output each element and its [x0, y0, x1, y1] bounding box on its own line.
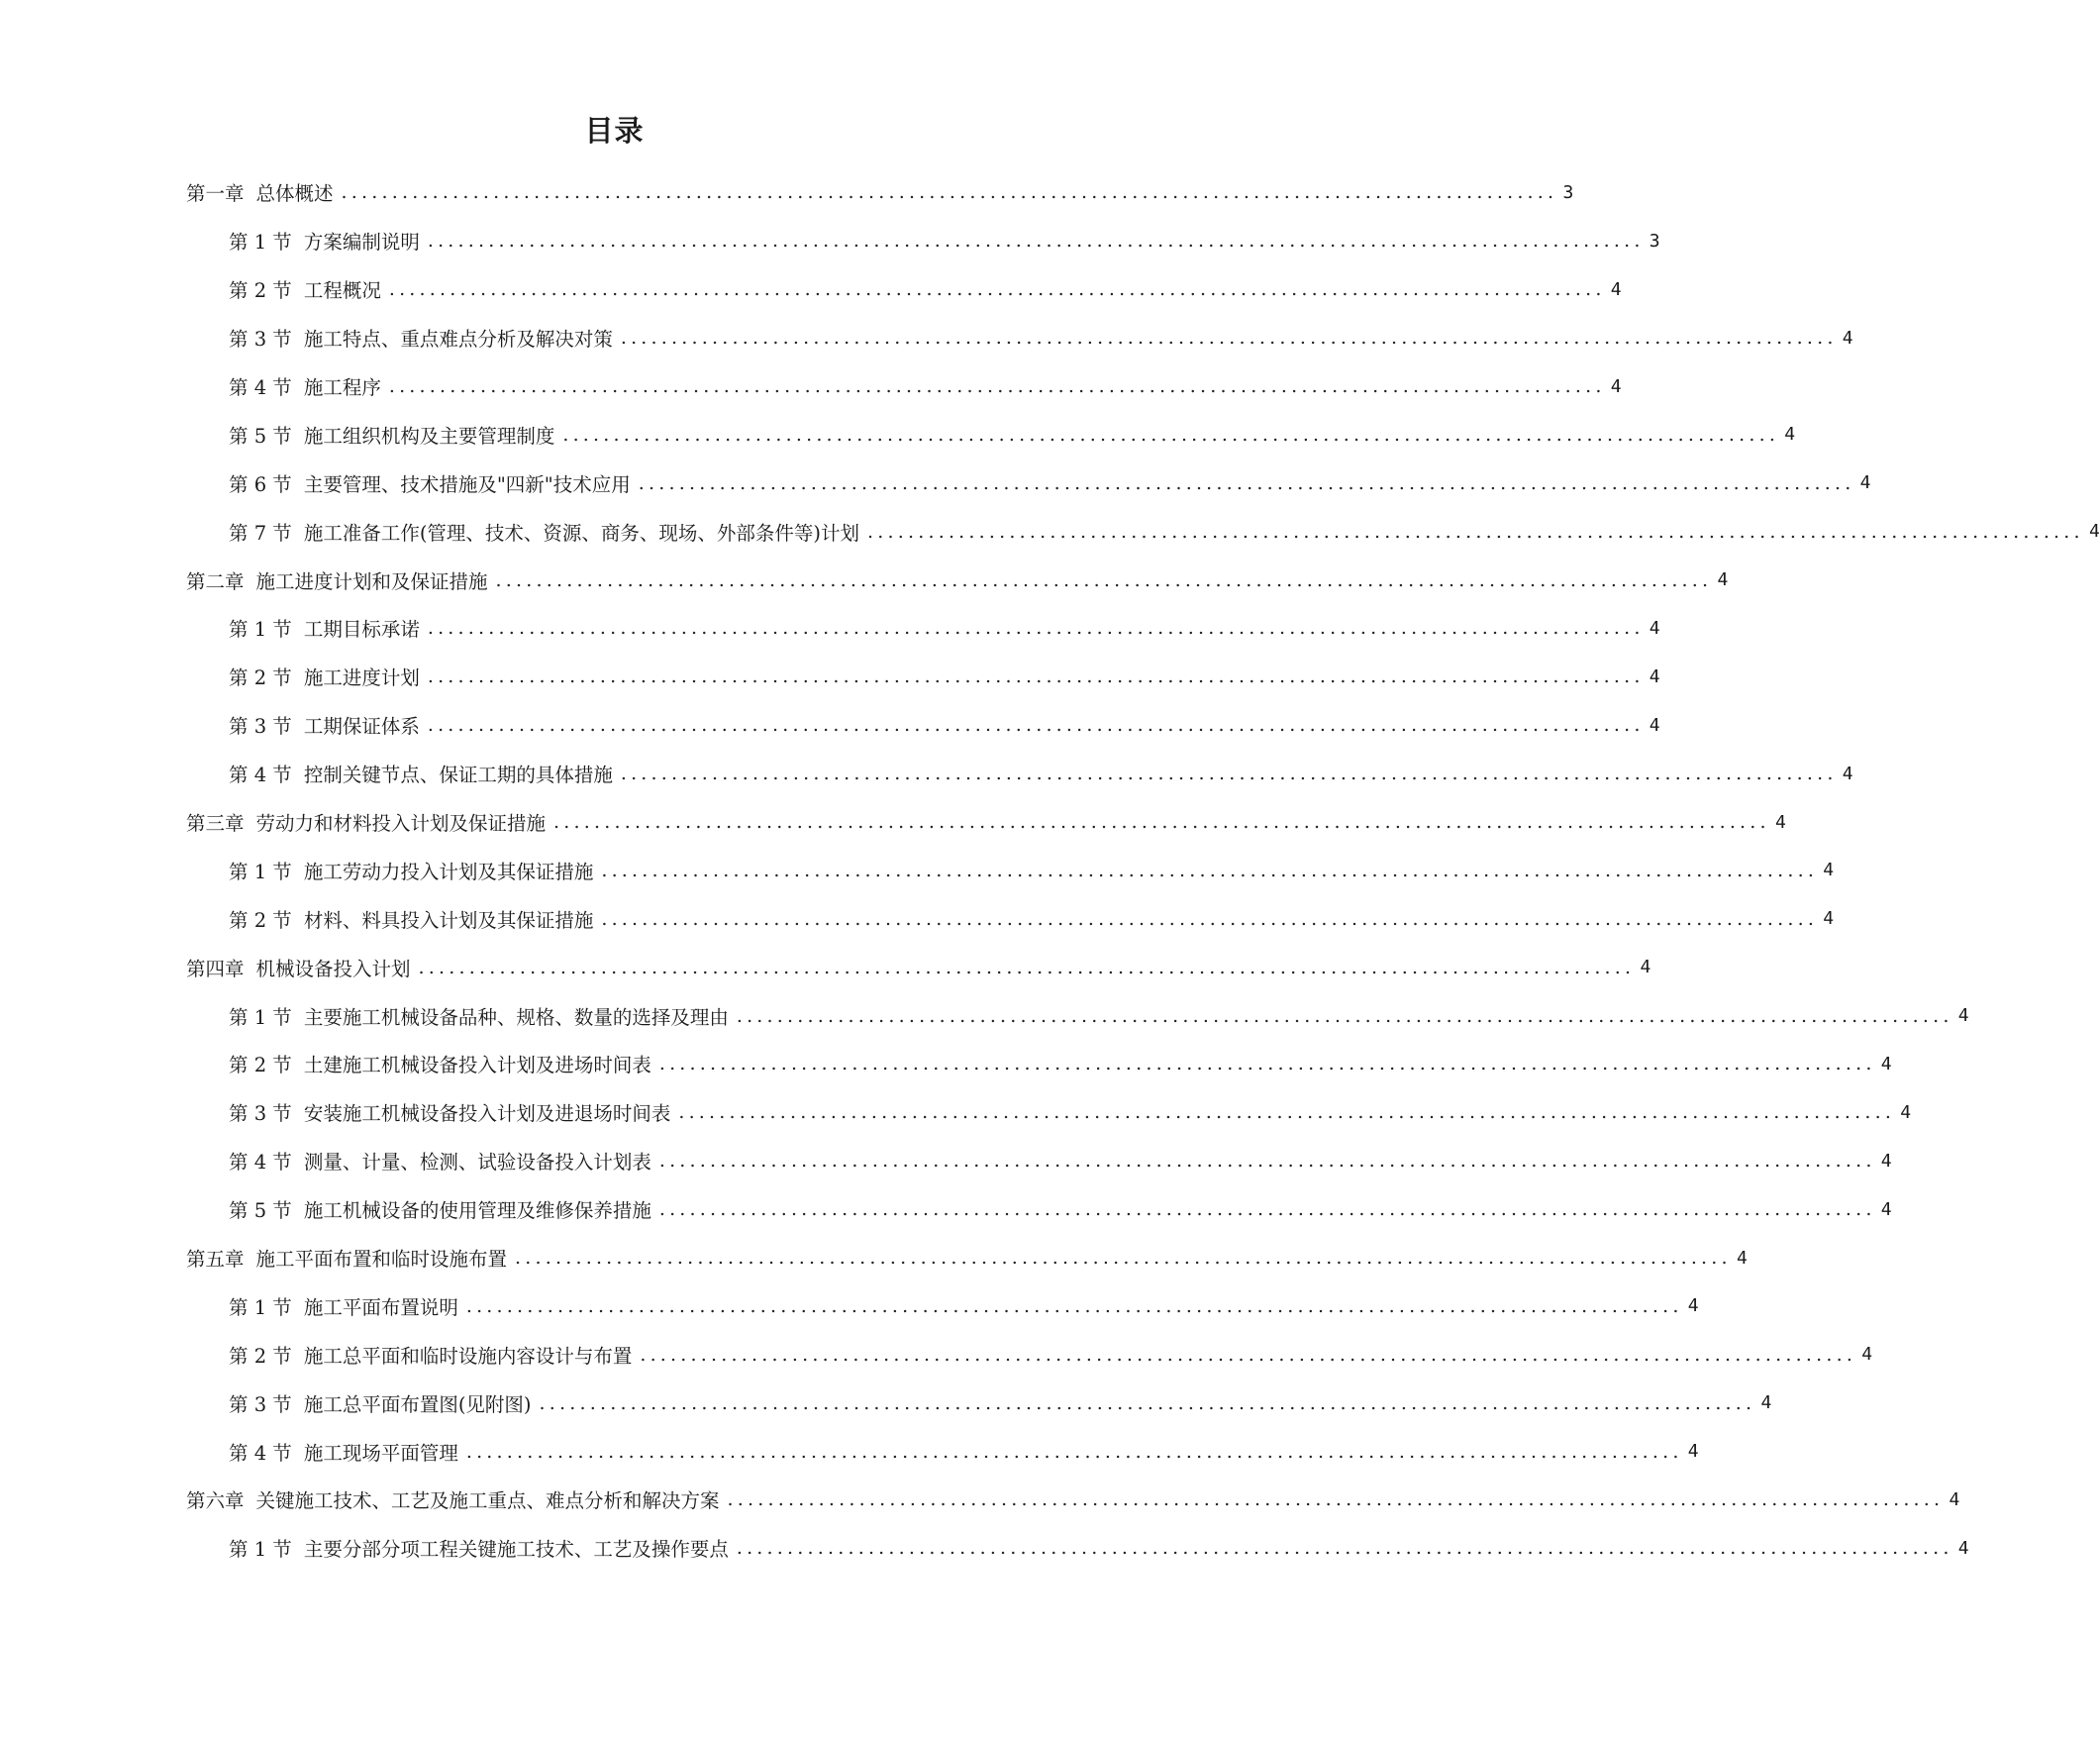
- section-number: 第 4 节: [229, 376, 292, 399]
- toc-entry-heading: [186, 178, 342, 206]
- entry-title: 施工平面布置说明: [303, 1295, 458, 1319]
- chapter-number: 第六章: [186, 1489, 245, 1513]
- section-number: 第 2 节: [229, 1054, 292, 1077]
- dot-leader: ........................................................................................................................: [427, 665, 1645, 688]
- page-number: 4: [1717, 569, 1729, 591]
- toc-chapter-entry[interactable]: [186, 168, 1574, 217]
- entry-title: 施工平面布置和临时设施布置: [255, 1248, 508, 1272]
- toc-section-entry[interactable]: [186, 410, 1796, 459]
- section-number: 第 4 节: [229, 1441, 292, 1465]
- dot-leader: ........................................................................................................................: [658, 1198, 1876, 1221]
- entry-title: 主要施工机械设备品种、规格、数量的选择及理由: [303, 1005, 729, 1029]
- entry-title: 工期目标承诺: [303, 618, 420, 642]
- section-number: 第 3 节: [229, 715, 292, 739]
- toc-entry-heading: [229, 1438, 466, 1466]
- toc-entry-heading: [229, 324, 621, 352]
- toc-section-entry[interactable]: [186, 1524, 1969, 1573]
- entry-title: 施工总平面和临时设施内容设计与布置: [303, 1344, 633, 1368]
- section-number: 第 1 节: [229, 1295, 292, 1319]
- toc-section-entry[interactable]: [186, 701, 1660, 750]
- table-of-contents: [186, 168, 2100, 1573]
- page-number: 4: [1823, 908, 1835, 930]
- dot-leader: ........................................................................................................................: [736, 1537, 1953, 1560]
- section-number: 第 2 节: [229, 279, 292, 303]
- dot-leader: ........................................................................................................................: [427, 230, 1645, 253]
- page-number: 4: [1736, 1247, 1748, 1269]
- dot-leader: ........................................................................................................................: [427, 617, 1645, 640]
- toc-chapter-entry[interactable]: [186, 1234, 1748, 1282]
- entry-title: 施工总平面布置图(见附图): [303, 1392, 532, 1416]
- dot-leader: ........................................................................................................................: [388, 278, 1606, 301]
- toc-entry-heading: [229, 469, 639, 497]
- dot-leader: ........................................................................................................................: [620, 327, 1838, 350]
- toc-section-entry[interactable]: [186, 217, 1660, 265]
- toc-entry-heading: [229, 518, 867, 546]
- toc-section-entry[interactable]: [186, 604, 1660, 653]
- page-number: 4: [1957, 1537, 1969, 1559]
- toc-section-entry[interactable]: [186, 362, 1622, 411]
- page-number: 4: [1640, 957, 1651, 978]
- toc-section-entry[interactable]: [186, 846, 1835, 894]
- dot-leader: ........................................................................................................................: [418, 956, 1636, 978]
- toc-chapter-entry[interactable]: [186, 798, 1786, 847]
- toc-section-entry[interactable]: [186, 265, 1622, 314]
- toc-entry-heading: [229, 711, 428, 739]
- entry-title: 控制关键节点、保证工期的具体措施: [303, 764, 613, 787]
- page-number: 4: [1842, 763, 1853, 784]
- dot-leader: ........................................................................................................................: [658, 1150, 1876, 1173]
- entry-title: 工程概况: [303, 279, 381, 303]
- toc-entry-heading: [229, 614, 428, 642]
- page-number: 4: [1949, 1488, 1960, 1510]
- toc-section-entry[interactable]: [186, 1330, 1873, 1379]
- entry-title: 施工组织机构及主要管理制度: [303, 424, 555, 448]
- section-number: 第 5 节: [229, 424, 292, 448]
- chapter-number: 第二章: [186, 569, 245, 593]
- section-number: 第 4 节: [229, 1151, 292, 1175]
- page-number: 4: [1859, 472, 1871, 494]
- entry-title: 关键施工技术、工艺及施工重点、难点分析和解决方案: [255, 1489, 720, 1513]
- entry-title: 总体概述: [255, 182, 334, 206]
- toc-entry-heading: [229, 663, 428, 690]
- entry-title: 施工程序: [303, 376, 381, 399]
- toc-entry-heading: [229, 1389, 540, 1417]
- page-number: 4: [1687, 1295, 1699, 1317]
- page-number: 4: [1880, 1053, 1892, 1074]
- section-number: 第 1 节: [229, 231, 292, 255]
- toc-entry-heading: [229, 421, 562, 449]
- page-number: 4: [2088, 521, 2100, 543]
- page-number: 4: [1649, 714, 1660, 736]
- toc-entry-heading: [229, 275, 389, 303]
- toc-entry-heading: [229, 1147, 659, 1175]
- section-number: 第 4 节: [229, 764, 292, 787]
- page-number: 4: [1774, 811, 1786, 833]
- toc-entry-heading: [186, 1485, 728, 1513]
- section-number: 第 7 节: [229, 521, 292, 545]
- page-number: 4: [1900, 1101, 1912, 1123]
- toc-section-entry[interactable]: [186, 750, 1853, 798]
- toc-entry-heading: [229, 1002, 737, 1030]
- chapter-number: 第三章: [186, 812, 245, 836]
- entry-title: 方案编制说明: [303, 231, 420, 255]
- toc-entry-heading: [229, 1534, 737, 1562]
- dot-leader: ........................................................................................................................: [867, 520, 2084, 543]
- chapter-number: 第五章: [186, 1248, 245, 1272]
- page-number: 4: [1842, 327, 1853, 349]
- section-number: 第 1 节: [229, 1005, 292, 1029]
- toc-entry-heading: [229, 905, 601, 933]
- dot-leader: ........................................................................................................................: [388, 375, 1606, 397]
- toc-entry-heading: [229, 857, 601, 884]
- dot-leader: ........................................................................................................................: [553, 811, 1770, 834]
- page-number: 4: [1649, 617, 1660, 639]
- toc-chapter-entry[interactable]: [186, 556, 1729, 604]
- toc-section-entry[interactable]: [186, 653, 1660, 701]
- toc-entry-heading: [229, 760, 621, 787]
- toc-section-entry[interactable]: [186, 1185, 1892, 1234]
- dot-leader: ........................................................................................................................: [727, 1488, 1945, 1511]
- page-number: 4: [1760, 1392, 1772, 1414]
- toc-entry-heading: [229, 1195, 659, 1223]
- toc-section-entry[interactable]: [186, 1088, 1912, 1137]
- page-number: 4: [1649, 665, 1660, 687]
- entry-title: 安装施工机械设备投入计划及进退场时间表: [303, 1102, 671, 1126]
- section-number: 第 6 节: [229, 472, 292, 496]
- page-number: 4: [1610, 375, 1622, 397]
- toc-section-entry[interactable]: [186, 314, 1853, 362]
- toc-entry-heading: [186, 808, 553, 836]
- toc-entry-heading: [186, 566, 496, 594]
- entry-title: 测量、计量、检测、试验设备投入计划表: [303, 1151, 651, 1175]
- toc-entry-heading: [229, 1050, 659, 1077]
- section-number: 第 3 节: [229, 1102, 292, 1126]
- page-number: 4: [1687, 1441, 1699, 1463]
- dot-leader: ........................................................................................................................: [427, 714, 1645, 737]
- toc-entry-heading: [229, 1292, 466, 1320]
- entry-title: 施工现场平面管理: [303, 1441, 458, 1465]
- entry-title: 施工进度计划: [303, 666, 420, 690]
- toc-entry-heading: [229, 1098, 678, 1126]
- toc-section-entry[interactable]: [186, 991, 1969, 1040]
- toc-title: 目录: [584, 114, 645, 148]
- dot-leader: ........................................................................................................................: [562, 423, 1780, 446]
- section-number: 第 2 节: [229, 1344, 292, 1368]
- entry-title: 施工劳动力投入计划及其保证措施: [303, 860, 594, 883]
- page-number: 4: [1957, 1005, 1969, 1027]
- toc-section-entry[interactable]: [186, 507, 2100, 556]
- chapter-number: 第一章: [186, 182, 245, 206]
- entry-title: 土建施工机械设备投入计划及进场时间表: [303, 1054, 651, 1077]
- toc-section-entry[interactable]: [186, 894, 1835, 943]
- entry-title: 施工特点、重点难点分析及解决对策: [303, 328, 613, 352]
- dot-leader: ........................................................................................................................: [601, 859, 1819, 881]
- dot-leader: ........................................................................................................................: [640, 1343, 1857, 1366]
- section-number: 第 2 节: [229, 908, 292, 932]
- entry-title: 施工进度计划和及保证措施: [255, 569, 488, 593]
- page-number: 4: [1784, 424, 1796, 446]
- dot-leader: ........................................................................................................................: [465, 1440, 1683, 1463]
- page-number: 3: [1562, 181, 1574, 203]
- section-number: 第 1 节: [229, 618, 292, 642]
- entry-title: 施工准备工作(管理、技术、资源、商务、现场、外部条件等)计划: [303, 521, 860, 545]
- toc-section-entry[interactable]: [186, 1281, 1699, 1330]
- page-number: 3: [1649, 230, 1660, 252]
- toc-section-entry[interactable]: [186, 1379, 1772, 1427]
- entry-title: 劳动力和材料投入计划及保证措施: [255, 812, 547, 836]
- toc-entry-heading: [229, 1341, 640, 1369]
- page-number: 4: [1610, 278, 1622, 300]
- entry-title: 机械设备投入计划: [255, 957, 411, 980]
- entry-title: 工期保证体系: [303, 715, 420, 739]
- dot-leader: ........................................................................................................................: [638, 471, 1855, 494]
- toc-section-entry[interactable]: [186, 1427, 1699, 1476]
- toc-section-entry[interactable]: [186, 1040, 1892, 1088]
- section-number: 第 1 节: [229, 1538, 292, 1562]
- dot-leader: ........................................................................................................................: [465, 1294, 1683, 1317]
- page-number: 4: [1823, 860, 1835, 881]
- toc-section-entry[interactable]: [186, 459, 1871, 507]
- page-number: 4: [1861, 1344, 1873, 1366]
- entry-title: 主要管理、技术措施及"四新"技术应用: [303, 472, 631, 496]
- dot-leader: ........................................................................................................................: [539, 1391, 1756, 1414]
- section-number: 第 2 节: [229, 666, 292, 690]
- dot-leader: ........................................................................................................................: [658, 1053, 1876, 1075]
- dot-leader: ........................................................................................................................: [515, 1247, 1732, 1270]
- page-number: 4: [1880, 1198, 1892, 1220]
- dot-leader: ........................................................................................................................: [620, 763, 1838, 785]
- section-number: 第 5 节: [229, 1199, 292, 1223]
- dot-leader: ........................................................................................................................: [341, 181, 1558, 204]
- toc-section-entry[interactable]: [186, 1137, 1892, 1185]
- section-number: 第 1 节: [229, 860, 292, 883]
- toc-entry-heading: [186, 1244, 515, 1272]
- page-number: 4: [1880, 1150, 1892, 1172]
- dot-leader: ........................................................................................................................: [495, 568, 1713, 591]
- toc-chapter-entry[interactable]: [186, 943, 1651, 991]
- dot-leader: ........................................................................................................................: [601, 907, 1819, 930]
- toc-entry-heading: [229, 372, 389, 400]
- entry-title: 主要分部分项工程关键施工技术、工艺及操作要点: [303, 1538, 729, 1562]
- toc-entry-heading: [186, 954, 419, 981]
- toc-entry-heading: [229, 227, 428, 255]
- dot-leader: ........................................................................................................................: [678, 1101, 1896, 1124]
- dot-leader: ........................................................................................................................: [736, 1004, 1953, 1027]
- chapter-number: 第四章: [186, 957, 245, 980]
- entry-title: 材料、料具投入计划及其保证措施: [303, 908, 594, 932]
- section-number: 第 3 节: [229, 1392, 292, 1416]
- entry-title: 施工机械设备的使用管理及维修保养措施: [303, 1199, 651, 1223]
- section-number: 第 3 节: [229, 328, 292, 352]
- toc-chapter-entry[interactable]: [186, 1476, 1960, 1524]
